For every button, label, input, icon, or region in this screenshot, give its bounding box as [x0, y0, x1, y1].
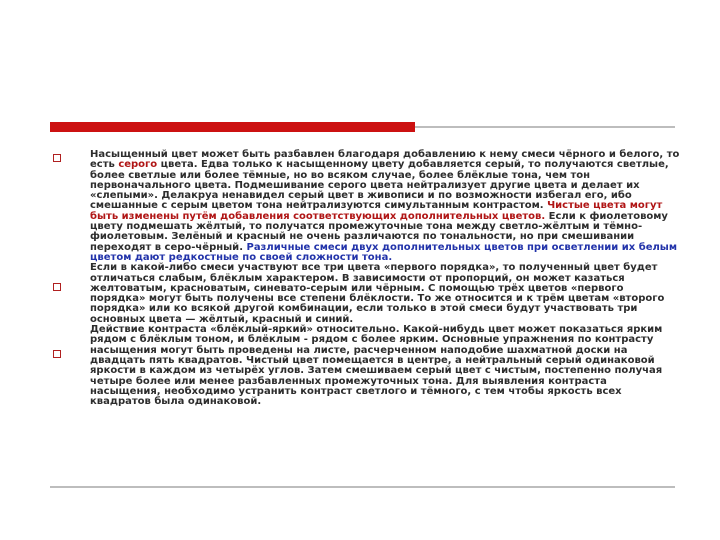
p2-text: Если в какой-либо смеси участвуют все три цвета «первого порядка», то полученный цвет будет отличаться слабым, блёклым характером. В зависимости от пропорций, он может казаться желтоватым, красноватым, синевато-серым или чёрным. С помощью трёх цветов «первого порядка» могут быть получены все степени блёклости. То же относится и к трём цветам «второго порядка» или ко всякой другой комбинации, если только в этой смеси будут участвовать три основных цвета — жёлтый, красный и синий.	[90, 262, 665, 325]
paragraph-3	[90, 325, 680, 407]
bullet-3-icon	[53, 350, 61, 358]
p1-highlight-blue-sentence: Различные смеси двух дополнительных цветов при осветлении их белым цветом дают редкостные по своей сложности тона.	[90, 241, 678, 263]
paragraph-1	[90, 150, 680, 263]
bottom-divider	[50, 486, 675, 488]
p1-part-1: Насыщенный цвет может быть разбавлен благодаря добавлению к нему смеси чёрного и белого, то есть	[90, 149, 680, 171]
p3-text: Действие контраста «блёклый-яркий» относительно. Какой-нибудь цвет может показаться ярким рядом с блёклым тоном, и блёклым - рядом с более ярким. Основные упражнения по контрасту насыщения могут быть проведены на листе, расчерченном наподобие шахматной доски на двадцать пять квадратов. Чистый цвет помещается в центре, а нейтральный серый одинаковой яркости в каждом из четырёх углов. Затем смешиваем серый цвет с чистым, постепенно получая четыре более или менее разбавленных промежуточных тона. Для выявления контраста насыщения, необходимо устранить контраст светлого и тёмного, с тем чтобы яркость всех квадратов была одинаковой.	[90, 324, 663, 408]
p1-highlight-red-sentence: Чистые цвета могут быть изменены путём добавления соответствующих дополнительных цветов.	[90, 200, 663, 222]
bullet-2-icon	[53, 283, 61, 291]
p1-highlight-grey-word: серого	[118, 159, 158, 171]
p1-part-5: Если к фиолетовому цвету подмешать жёлтый, то получатся промежуточные тона между светло-жёлтым и тёмно-фиолетовым. Зелёный и красный не очень различаются по тональности, но при смешивании переходят в серо-чёрный.	[90, 210, 668, 253]
bullet-1-icon	[53, 154, 61, 162]
title-accent-bar	[50, 122, 415, 132]
p1-part-3: цвета. Едва только к насыщенному цвету добавляется серый, то получаются светлые, более светлые или более тёмные, но во всяком случае, более блёклые тона, чем тон первоначального цвета. Подмешивание серого цвета нейтрализует другие цвета и делает их «слепыми». Делакруа ненавидел серый цвет в живописи и по возможности избегал его, ибо смешанные с серым цветом тона нейтрализуются симультанным контрастом.	[90, 159, 669, 212]
body-text	[90, 150, 680, 407]
paragraph-2	[90, 263, 680, 325]
